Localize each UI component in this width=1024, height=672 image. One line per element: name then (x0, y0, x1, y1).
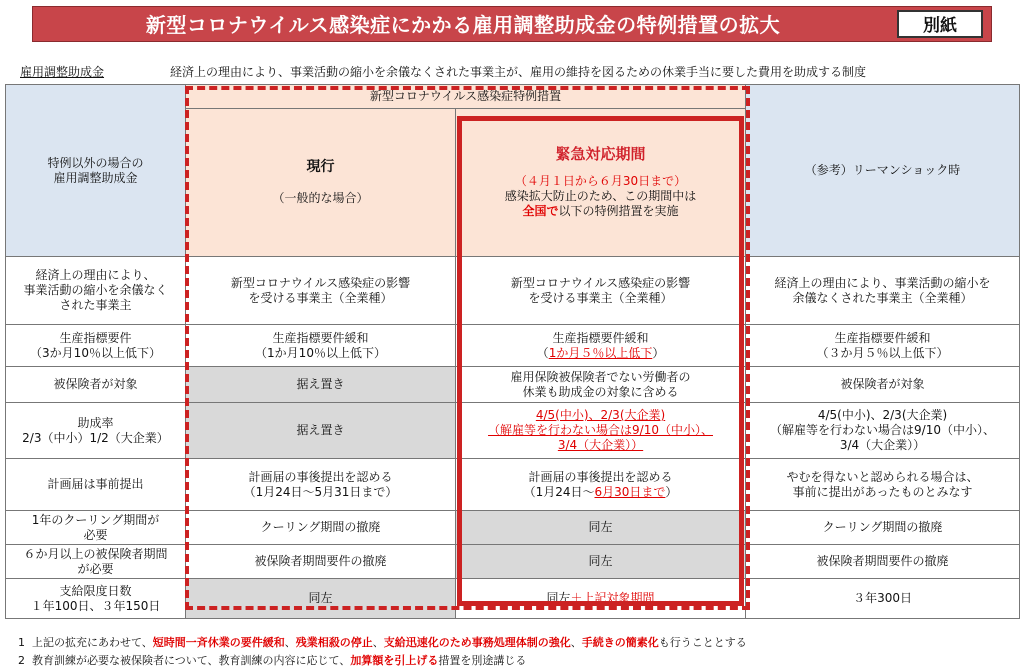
title-banner (32, 6, 992, 42)
row-production-emergency: 生産指標要件緩和 （1か月５％以上低下） (456, 325, 746, 367)
row-plan-emergency: 計画届の事後提出を認める （1月24日～6月30日まで） (456, 459, 746, 511)
subsidy-description: 経済上の理由により、事業活動の縮小を余儀なくされた事業主が、雇用の維持を図るための休業手当に要した費用を助成する制度 (170, 65, 867, 79)
row-plan-reference: やむを得ないと認められる場合は、 事前に提出があったものとみなす (746, 459, 1020, 511)
row-plan-label: 計画届は事前提出 (6, 459, 186, 511)
row-production-reference: 生産指標要件緩和 （３か月５％以上低下） (746, 325, 1020, 367)
row-insured-period-label: ６か月以上の被保険者期間 が必要 (6, 545, 186, 579)
header-standard-subsidy: 特例以外の場合の 雇用調整助成金 (6, 85, 186, 257)
row-insured-reference: 被保険者が対象 (746, 367, 1020, 403)
row-rate-emergency: 4/5(中小)、2/3(大企業) （解雇等を行わない場合は9/10（中小）、 3/4（大企業）） (456, 403, 746, 459)
row-cooling-label: 1年のクーリング期間が 必要 (6, 511, 186, 545)
row-production-label: 生産指標要件 （3か月10％以上低下） (6, 325, 186, 367)
row-rate-reference: 4/5(中小)、2/3(大企業) （解雇等を行わない場合は9/10（中小）、 3/4（大企業）） (746, 403, 1020, 459)
row-plan-current: 計画届の事後提出を認める （1月24日～5月31日まで） (186, 459, 456, 511)
row-insured-emergency: 雇用保険被保険者でない労働者の 休業も助成金の対象に含める (456, 367, 746, 403)
row-insured-label: 被保険者が対象 (6, 367, 186, 403)
header-current: 現行 （一般的な場合） (186, 109, 456, 257)
footnote-2: 2 教育訓練が必要な被保険者について、教育訓練の内容に応じて、加算額を引上げる措置を別途講じる (18, 654, 527, 667)
header-special-measures: 新型コロナウイルス感染症特例措置 (186, 85, 746, 109)
row-production-current: 生産指標要件緩和 （1か月10％以上低下） (186, 325, 456, 367)
row-eligible-employers-emergency: 新型コロナウイルス感染症の影響 を受ける事業主（全業種） (456, 257, 746, 325)
row-limit-reference: ３年300日 (746, 579, 1020, 619)
row-insured-period-reference: 被保険者期間要件の撤廃 (746, 545, 1020, 579)
row-eligible-employers-reference: 経済上の理由により、事業活動の縮小を 余儀なくされた事業主（全業種） (746, 257, 1020, 325)
attachment-tag: 別紙 (897, 10, 983, 38)
row-insured-current: 据え置き (186, 367, 456, 403)
row-eligible-employers-current: 新型コロナウイルス感染症の影響 を受ける事業主（全業種） (186, 257, 456, 325)
row-rate-label: 助成率 2/3（中小）1/2（大企業） (6, 403, 186, 459)
footnote-1: 1 上記の拡充にあわせて、短時間一斉休業の要件緩和、残業相殺の停止、支給迅速化のため事務処理体制の強化、手続きの簡素化も行うこととする (18, 636, 747, 649)
subsidy-name-link[interactable]: 雇用調整助成金 (20, 65, 105, 79)
row-limit-current: 同左 (186, 579, 456, 619)
header-reference-lehman: （参考）リーマンショック時 (746, 85, 1020, 257)
row-insured-period-current: 被保険者期間要件の撤廃 (186, 545, 456, 579)
row-limit-label: 支給限度日数 １年100日、３年150日 (6, 579, 186, 619)
row-cooling-emergency: 同左 (456, 511, 746, 545)
comparison-table (5, 84, 1020, 619)
header-emergency-period: 緊急対応期間 （４月１日から６月30日まで） 感染拡大防止のため、この期間中は 全国で以下の特例措置を実施 (456, 109, 746, 257)
row-cooling-reference: クーリング期間の撤廃 (746, 511, 1020, 545)
row-limit-emergency: 同左＋上記対象期間 (456, 579, 746, 619)
row-eligible-employers-label: 経済上の理由により、 事業活動の縮小を余儀なく された事業主 (6, 257, 186, 325)
row-insured-period-emergency: 同左 (456, 545, 746, 579)
row-rate-current: 据え置き (186, 403, 456, 459)
row-cooling-current: クーリング期間の撤廃 (186, 511, 456, 545)
page-title: 新型コロナウイルス感染症にかかる雇用調整助成金の特例措置の拡大 (145, 13, 781, 37)
